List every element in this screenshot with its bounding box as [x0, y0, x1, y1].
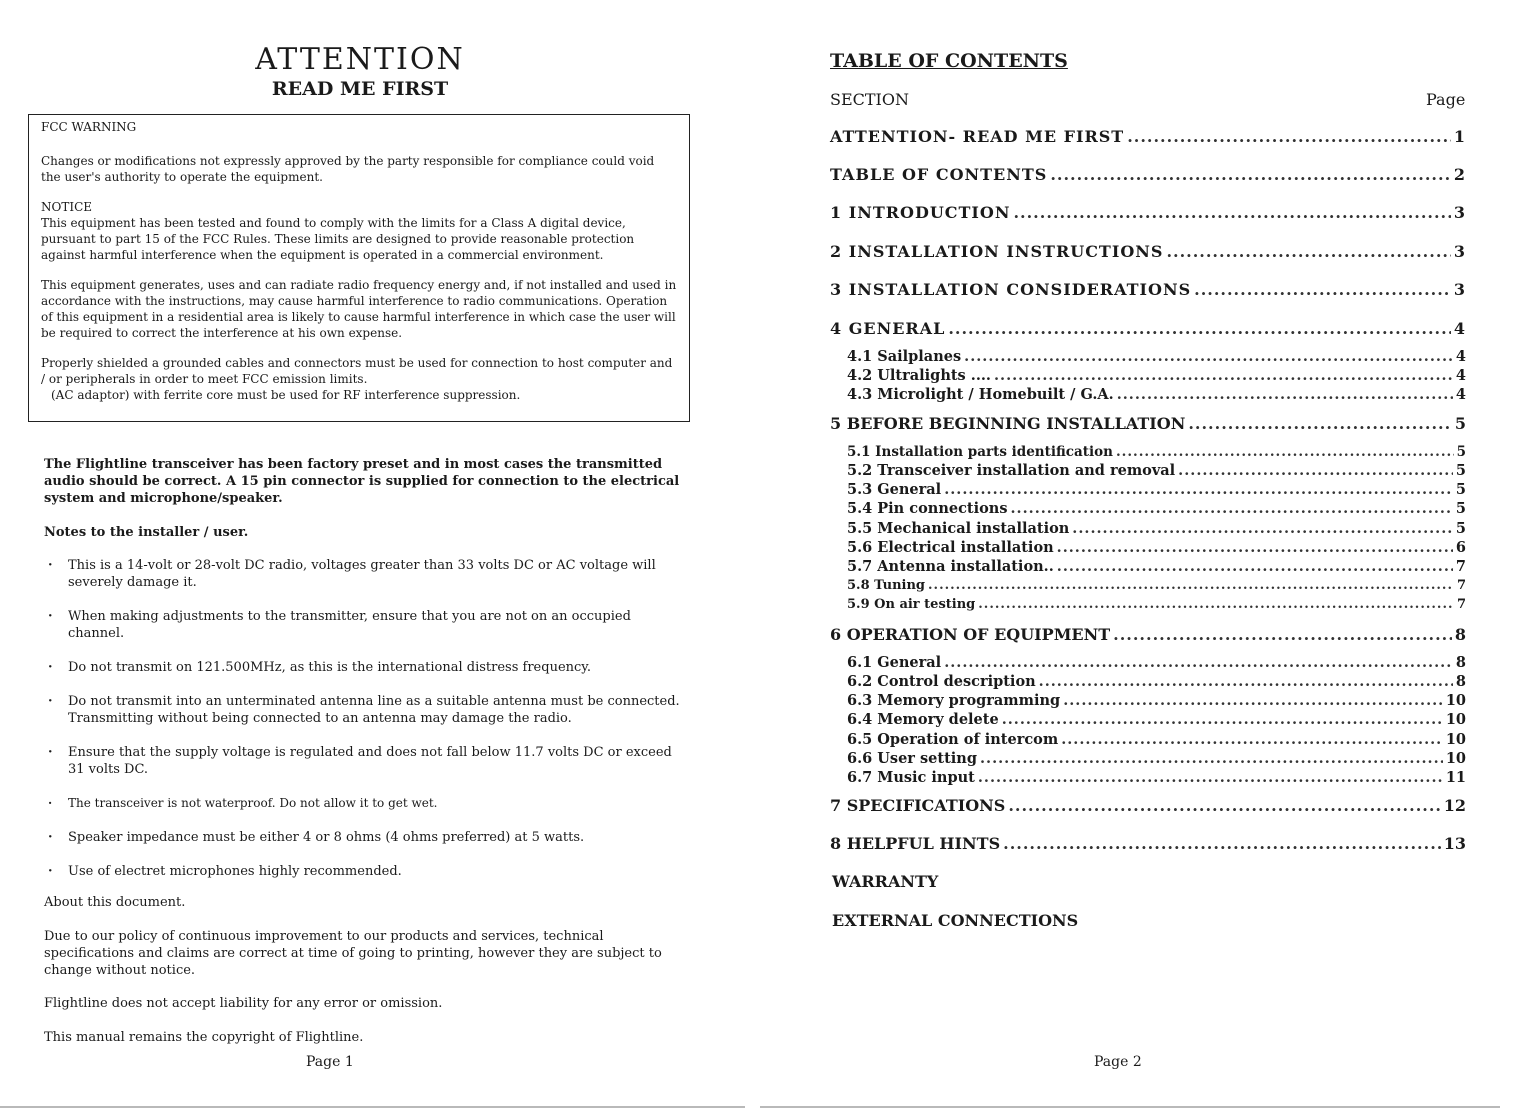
toc-section-label: SECTION: [830, 90, 909, 109]
toc-entry[interactable]: 5 BEFORE BEGINNING INSTALLATION ..... 5: [830, 414, 1466, 433]
toc-entry[interactable]: 1 INTRODUCTION ..... 3: [830, 203, 1466, 222]
toc-entry[interactable]: 6.4 Memory delete ..... 10: [847, 711, 1466, 728]
page-number: Page 2: [1094, 1054, 1142, 1070]
toc-page-label: Page: [1426, 90, 1466, 109]
notice-heading: NOTICE: [41, 200, 93, 214]
scan-edge-divider: [760, 1106, 1500, 1108]
about-heading: About this document.: [44, 895, 186, 910]
toc-entry[interactable]: 6.5 Operation of intercom ..... 10: [847, 731, 1466, 748]
list-item: · The transceiver is not waterproof. Do not allow it to get wet.: [44, 795, 680, 812]
toc-entry[interactable]: 5.1 Installation parts identification ..... 5: [847, 444, 1466, 460]
fcc-paragraph: Changes or modifications not expressly approved by the party responsible for compliance could void the user's authority to operate the equipment.: [41, 154, 655, 184]
toc-entry[interactable]: 2 INSTALLATION INSTRUCTIONS ..... 3: [830, 242, 1466, 261]
list-item: · Do not transmit into an unterminated antenna line as a suitable antenna must be connected. Transmitting without being connected to an antenna may damage the radio.: [44, 693, 680, 727]
toc-entry[interactable]: 8 HELPFUL HINTS ..... 13: [830, 834, 1466, 853]
toc-entry[interactable]: 7 SPECIFICATIONS ..... 12: [830, 796, 1466, 815]
list-item: · Speaker impedance must be either 4 or 8 ohms (4 ohms preferred) at 5 watts.: [44, 829, 680, 846]
toc-entry[interactable]: ATTENTION- READ ME FIRST ..... 1: [830, 127, 1466, 146]
toc-entry[interactable]: 6.3 Memory programming ..... 10: [847, 692, 1466, 709]
toc-entry[interactable]: 5.6 Electrical installation ..... 6: [847, 539, 1466, 556]
fcc-paragraph: Properly shielded a grounded cables and connectors must be used for connection to host computer and / or peripherals in order to meet FCC emission limits.: [41, 356, 673, 386]
liability-text: Flightline does not accept liability for any error or omission.: [44, 996, 443, 1011]
page-1: [0, 0, 756, 1113]
toc-entry[interactable]: 5.9 On air testing ..... 7: [847, 597, 1466, 612]
toc-entry[interactable]: TABLE OF CONTENTS ..... 2: [830, 165, 1466, 184]
fcc-paragraph: This equipment has been tested and found to comply with the limits for a Class A digital device, pursuant to part 15 of the FCC Rules. These limits are designed to provide reasonable protection against harmful interference when the equipment is operated in a commercial environment.: [41, 216, 635, 262]
toc-entry[interactable]: 6.7 Music input ..... 11: [847, 769, 1466, 786]
toc-entry[interactable]: 3 INSTALLATION CONSIDERATIONS ..... 3: [830, 280, 1466, 299]
toc-entry[interactable]: 6.6 User setting ..... 10: [847, 750, 1466, 767]
toc-entry[interactable]: 4 GENERAL ..... 4: [830, 319, 1466, 338]
fcc-paragraph: This equipment generates, uses and can radiate radio frequency energy and, if not installed and used in accordance with the instructions, may cause harmful interference to radio communications. Operation of this equipment in a residential area is likely to cause harmful interference in which case the user will be required to correct the interference at his own expense.: [41, 278, 677, 340]
about-paragraph: Due to our policy of continuous improvement to our products and services, technical specifications and claims are correct at time of going to printing, however they are subject to change without notice.: [44, 929, 662, 978]
fcc-heading: FCC WARNING: [41, 120, 137, 134]
toc-title: TABLE OF CONTENTS: [830, 50, 1068, 72]
toc-entry[interactable]: 6 OPERATION OF EQUIPMENT ..... 8: [830, 625, 1466, 644]
toc-entry[interactable]: 5.4 Pin connections ..... 5: [847, 500, 1466, 517]
page-2: [756, 0, 1513, 1113]
fcc-warning-box: [28, 114, 690, 422]
list-item: · Ensure that the supply voltage is regulated and does not fall below 11.7 volts DC or exceed 31 volts DC.: [44, 744, 680, 778]
page-title: ATTENTION: [255, 42, 465, 77]
toc-entry[interactable]: 5.3 General ..... 5: [847, 481, 1466, 498]
toc-entry[interactable]: 4.3 Microlight / Homebuilt / G.A. ..... 4: [847, 386, 1466, 403]
notes-list: [44, 557, 680, 897]
toc-entry[interactable]: 4.2 Ultralights .... ..... 4: [847, 367, 1466, 384]
toc-entry[interactable]: 6.2 Control description ..... 8: [847, 673, 1466, 690]
intro-paragraph: The Flightline transceiver has been factory preset and in most cases the transmitted audio should be correct. A 15 pin connector is supplied for connection to the electrical system and microphone/speaker.: [44, 457, 680, 506]
toc-entry[interactable]: 5.2 Transceiver installation and removal ..... 5: [847, 462, 1466, 479]
page-number: Page 1: [306, 1054, 354, 1070]
toc-entry[interactable]: 5.8 Tuning ..... 7: [847, 578, 1466, 593]
toc-entry-external-connections[interactable]: EXTERNAL CONNECTIONS: [832, 911, 1079, 930]
toc-entry[interactable]: 5.7 Antenna installation.. ..... 7: [847, 558, 1466, 575]
scan-edge-divider: [0, 1106, 745, 1108]
toc-entry[interactable]: 4.1 Sailplanes ..... 4: [847, 348, 1466, 365]
list-item: · When making adjustments to the transmitter, ensure that you are not on an occupied channel.: [44, 608, 680, 642]
notes-heading: Notes to the installer / user.: [44, 525, 249, 540]
toc-entry-warranty[interactable]: WARRANTY: [832, 872, 939, 891]
list-item: · This is a 14-volt or 28-volt DC radio, voltages greater than 33 volts DC or AC voltage will severely damage it.: [44, 557, 680, 591]
copyright-text: This manual remains the copyright of Flightline.: [44, 1030, 364, 1045]
list-item: · Use of electret microphones highly recommended.: [44, 863, 680, 880]
toc-entry[interactable]: 6.1 General ..... 8: [847, 654, 1466, 671]
toc-entry[interactable]: 5.5 Mechanical installation ..... 5: [847, 520, 1466, 537]
fcc-paragraph: (AC adaptor) with ferrite core must be used for RF interference suppression.: [51, 388, 521, 402]
page-subtitle: READ ME FIRST: [271, 78, 449, 100]
list-item: · Do not transmit on 121.500MHz, as this is the international distress frequency.: [44, 659, 680, 676]
